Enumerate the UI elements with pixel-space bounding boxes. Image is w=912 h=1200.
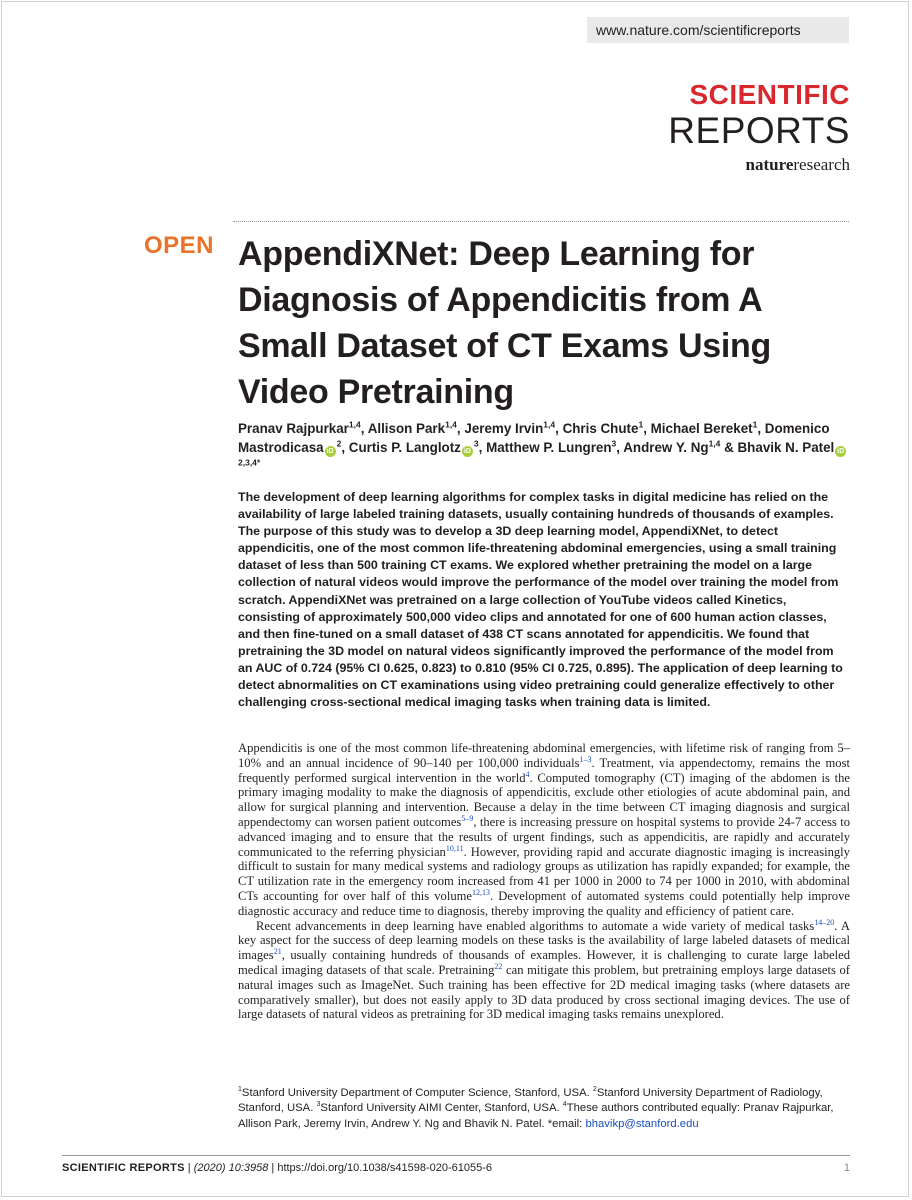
body-text [238,741,850,1022]
footer-separator: | [184,1162,194,1174]
footer-divider [62,1155,850,1156]
body-text-segment: . A key aspect for the success of deep learning models on these tasks is the availability of large labeled datasets of medical images [238,918,851,963]
logo-reports: REPORTS [668,110,850,151]
logo-nature-bold: nature [745,155,794,174]
author-affiliation: 2,3,4* [238,457,261,468]
author-separator: , [643,421,651,436]
citation-ref[interactable]: 10,11 [445,843,464,853]
author-name: Domenico Mastrodicasa [238,421,830,455]
page-footer [62,1161,850,1175]
affiliation-3: Stanford University AIMI Center, Stanford, USA. [320,1102,563,1115]
header-divider [233,221,849,222]
author-affiliation: 1,4 [445,419,457,430]
author-separator: , [478,440,487,455]
body-text-segment: Recent advancements in deep learning have enabled algorithms to automate a wide variety of medical tasks [256,918,815,933]
footer-doi[interactable]: | https://doi.org/10.1038/s41598-020-61055-6 [268,1162,492,1174]
author-name: Chris Chute [562,421,639,436]
body-paragraph-2 [238,919,850,1023]
author-separator: & [720,440,738,455]
author[interactable] [368,421,457,436]
author-affiliation: 1 [752,419,758,430]
logo-scientific: SCIENTIFIC [689,79,850,110]
author-separator: , [456,421,465,436]
body-text-segment: Appendicitis is one of the most common life-threatening abdominal emergencies, with lifetime risk of ranging from 5–10% and an annual incidence of 90–140 per 100,000 individuals [238,741,850,770]
citation-ref[interactable]: 21 [273,946,282,956]
page-number: 1 [843,1162,850,1174]
author-affiliation: 1,4 [543,419,556,430]
affiliation-4: These authors contributed equally: Pranav Rajpurkar, Allison Park, Jeremy Irvin, Andrew Y. Ng and Bhavik N. Patel. *email: [238,1102,834,1130]
orcid-icon[interactable]: iD [326,448,334,455]
author[interactable] [349,440,479,455]
author[interactable] [238,421,361,436]
citation-ref[interactable]: 12,13 [472,887,491,897]
author[interactable] [623,440,720,455]
article-title: AppendiXNet: Deep Learning for Diagnosis of Appendicitis from A Small Dataset of CT Exams Using Video Pretraining [238,235,771,411]
author-affiliation: 1,4 [348,419,361,430]
citation-ref[interactable]: 1–3 [579,754,592,764]
aff-num: 3 [316,1101,321,1109]
author-affiliation: 1 [638,419,644,430]
author-affiliation: 3 [473,438,479,449]
journal-logo [668,80,850,174]
affiliations [238,1086,850,1132]
body-text-segment: . Treatment, via appendectomy, remains the most frequently performed surgical intervention in the world [238,755,850,785]
body-paragraph-1 [238,741,850,919]
author-affiliation: 1,4 [708,438,721,449]
citation-ref[interactable]: 14–20 [814,917,835,927]
author-name: Andrew Y. Ng [623,440,709,455]
author-separator: , [360,421,368,436]
author-name: Allison Park [367,421,446,436]
body-text-segment: , usually containing hundreds of thousands of examples. However, it is challenging to curate large labeled medical imaging datasets of that scale. Pretraining [238,948,850,977]
author[interactable] [651,421,758,436]
author-name: Matthew P. Lungren [486,440,612,455]
body-text-segment: . Development of automated systems could potentially help improve diagnostic accuracy and reduce time to diagnosis, thereby improving the quality and efficiency of patient care. [238,888,850,918]
open-access-badge: OPEN [144,232,215,259]
citation-ref[interactable]: 22 [494,961,503,971]
aff-num: 1 [238,1086,242,1094]
aff-num: 4 [562,1101,567,1109]
aff-num: 2 [592,1086,597,1094]
author-affiliation: 3 [611,438,617,449]
author-separator: , [341,440,349,455]
orcid-icon[interactable]: iD [463,448,471,455]
author-separator: , [616,440,624,455]
body-text-segment: . Computed tomography (CT) imaging of the abdomen is the primary imaging modality to make the diagnosis of appendicitis, exclude other etiologies of acute abdominal pain, and allow for surgical planning and intervention. Because a delay in the time between CT imaging diagnosis and surgical appendectomy can worsen patient outcomes [238,770,850,829]
author[interactable] [486,440,616,455]
author-separator: , [555,421,563,436]
logo-nature-research [668,156,850,174]
author-name: Jeremy Irvin [464,421,544,436]
author-list [238,419,848,476]
author-name: Bhavik N. Patel [737,440,835,455]
citation-ref[interactable]: 4 [525,769,530,779]
orcid-icon[interactable]: iD [837,448,845,455]
author-name: Michael Bereket [650,421,753,436]
citation-ref[interactable]: 5–9 [461,813,474,823]
author-name: Curtis P. Langlotz [348,440,461,455]
author[interactable] [563,421,644,436]
author[interactable] [464,421,555,436]
footer-citation: (2020) 10:3958 [193,1162,269,1174]
author-affiliation: 2 [336,438,342,449]
journal-url[interactable]: www.nature.com/scientificreports [587,17,849,43]
body-text-segment: , there is increasing pressure on hospital systems to provide 24-7 access to advanced imaging and to ensure that the results of urgent findings, such as appendicitis, are rapidly and accurately communicated to the referring physician [238,814,850,859]
footer-journal: SCIENTIFIC REPORTS [62,1162,185,1174]
author-name: Pranav Rajpurkar [238,421,349,436]
email-link[interactable]: bhavikp@stanford.edu [585,1117,699,1130]
body-text-segment: can mitigate this problem, but pretraining employs large datasets of natural images such as ImageNet. Such training has been effective for 2D medical imaging tasks (where datasets are comparatively smaller), but does not easily apply to 3D data produced by cross sectional imaging devices. The use of large datasets of natural videos as pretraining for 3D medical imaging tasks remains unexplored. [238,962,850,1022]
abstract: The development of deep learning algorithms for complex tasks in digital medicine has relied on the availability of large labeled training datasets, usually containing hundreds of thousands of examples. The purpose of this study was to develop a 3D deep learning model, AppendiXNet, to detect appendicitis, one of the most common life-threatening abdominal emergencies, using a small training dataset of less than 500 training CT exams. We explored whether pretraining the model on a large collection of natural videos would improve the performance of the model over training the model from scratch. AppendiXNet was pretrained on a large collection of YouTube videos called Kinetics, consisting of approximately 500,000 video clips and annotated for one of 600 human action classes, and then fine-tuned on a small dataset of 438 CT scans annotated for appendicitis. We found that pretraining the 3D model on natural videos significantly improved the performance of the model from an AUC of 0.724 (95% CI 0.625, 0.823) to 0.810 (95% CI 0.725, 0.895). The application of deep learning to detect abnormalities on CT examinations using video pretraining could generalize effectively to other challenging cross-sectional medical imaging tasks when training data is limited. [238,490,843,710]
logo-nature-rest: research [793,155,850,174]
author-separator: , [757,421,765,436]
affiliation-1: Stanford University Department of Computer Science, Stanford, USA. [241,1087,593,1099]
body-text-segment: . However, providing rapid and accurate diagnostic imaging is increasingly difficult to sustain for many medical systems and radiology groups as utilization has rapidly expanded; for example, the CT utilization rate in the emergency room increased from 41 per 1000 in 2000 to 74 per 1000 in 2010, with abdominal CTs accounting for over half of this volume [238,844,850,903]
affiliation-2: Stanford University Department of Radiology, Stanford, USA. [238,1087,823,1115]
